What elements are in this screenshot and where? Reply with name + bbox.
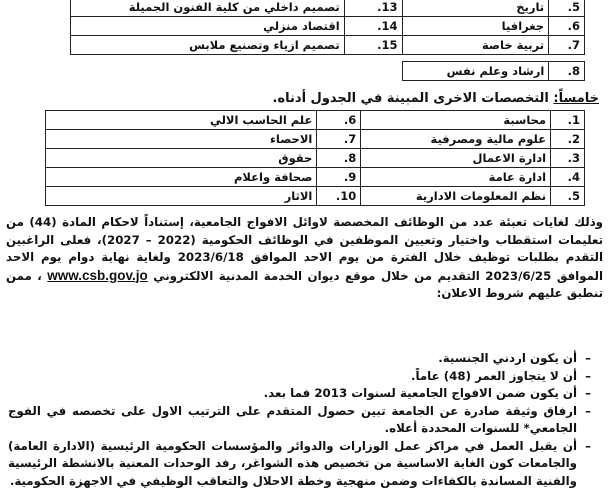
row-number: 5. <box>551 187 585 206</box>
top-specialties-table-last-row <box>402 61 585 81</box>
section-five-title: التخصصات الاخرى المبينة في الجدول أدناه. <box>273 91 549 106</box>
specialties-table <box>45 110 585 206</box>
table-row <box>71 0 585 17</box>
table-row <box>46 168 585 187</box>
specialty-name: نظم المعلومات الادارية <box>361 187 551 206</box>
specialty-name: علوم مالية ومصرفية <box>361 130 551 149</box>
row-number: 14. <box>344 17 402 36</box>
row-number: 7. <box>549 36 585 55</box>
row-number: 15. <box>344 36 402 55</box>
list-item: – أن يكون ضمن الافواج الجامعية لسنوات 2013 فما بعد. <box>8 385 591 403</box>
list-item: – أن يكون اردني الجنسية. <box>8 350 591 368</box>
list-item: – أن يقبل العمل في مراكز عمل الوزارات والدوائر والمؤسسات الحكومية الرئيسية (الادارة العامة) والجامعات كون الغاية الاساسية من تخصيص هذه الشواغر، رفد الوحدات المعنية بالانشطة الرئيسية والفنية المساندة بالكفاءات وضمن منهجية وخطة الاحلال والتعاقب الوظيفي في الاجهزة الحكومية. <box>8 438 591 490</box>
row-number: 8. <box>549 62 585 81</box>
row-number: 10. <box>317 187 361 206</box>
specialty-name: جغرافيا <box>402 17 549 36</box>
table-row <box>46 130 585 149</box>
table-row <box>71 36 585 55</box>
row-number: 7. <box>317 130 361 149</box>
announcement-text-end: ، ممن تنطبق عليهم شروط الاعلان: <box>6 269 603 301</box>
list-item: – أن لا يتجاوز العمر (48) عاماً. <box>8 368 591 386</box>
table-row <box>403 62 585 81</box>
specialty-name: تربية خاصة <box>402 36 549 55</box>
top-specialties-table <box>70 0 585 55</box>
row-number: 13. <box>344 0 402 17</box>
row-number: 6. <box>549 17 585 36</box>
specialty-name: صحافة واعلام <box>46 168 317 187</box>
specialty-name: محاسبة <box>361 111 551 130</box>
specialty-name: ارشاد وعلم نفس <box>403 62 549 81</box>
specialty-name: ادارة الاعمال <box>361 149 551 168</box>
specialty-name: تصميم داخلي من كلية الفنون الجميلة <box>71 0 345 17</box>
announcement-paragraph <box>6 214 603 303</box>
row-number: 9. <box>317 168 361 187</box>
specialty-name: تاريخ <box>402 0 549 17</box>
specialty-name: الاثار <box>46 187 317 206</box>
specialty-name: علم الحاسب الالي <box>46 111 317 130</box>
table-row <box>71 17 585 36</box>
list-item: – ارفاق وثيقة صادرة عن الجامعة تبين حصول المتقدم على الترتيب الاول على تخصصه في الفوج الجامعي* للسنوات المحددة أعلاه. <box>8 403 591 438</box>
csb-website-link[interactable]: www.csb.gov.jo <box>47 268 148 283</box>
row-number: 5. <box>549 0 585 17</box>
specialty-name: ادارة عامة <box>361 168 551 187</box>
specialty-name: حقوق <box>46 149 317 168</box>
table-row <box>46 187 585 206</box>
row-number: 8. <box>317 149 361 168</box>
table-row <box>46 149 585 168</box>
conditions-list <box>8 350 591 490</box>
announcement-text: وذلك لغايات تعبئة عدد من الوظائف المخصصة لاوائل الافواج الجامعية، إستناداً لاحكام المادة (44) من تعليمات استقطاب واختيار وتعيين الموظفين في الوظائف الحكومية (2022 – 2027)، فعلى الراغبين التقدم بطلبات توظيف خلال الفترة من يوم الاحد الموافق 2023/6/18 ولغاية نهاية دوام يوم الاحد الموافق 2023/6/25 التقديم من خلال موقع ديوان الخدمة المدنية الالكتروني <box>6 215 603 283</box>
section-five-heading <box>0 91 599 106</box>
section-five-lead: خامساً: <box>553 91 599 106</box>
row-number: 6. <box>317 111 361 130</box>
row-number: 1. <box>551 111 585 130</box>
row-number: 4. <box>551 168 585 187</box>
table-row <box>46 111 585 130</box>
specialty-name: تصميم ازياء وتصنيع ملابس <box>71 36 345 55</box>
specialty-name: اقتصاد منزلي <box>71 17 345 36</box>
row-number: 3. <box>551 149 585 168</box>
specialty-name: الاحصاء <box>46 130 317 149</box>
row-number: 2. <box>551 130 585 149</box>
